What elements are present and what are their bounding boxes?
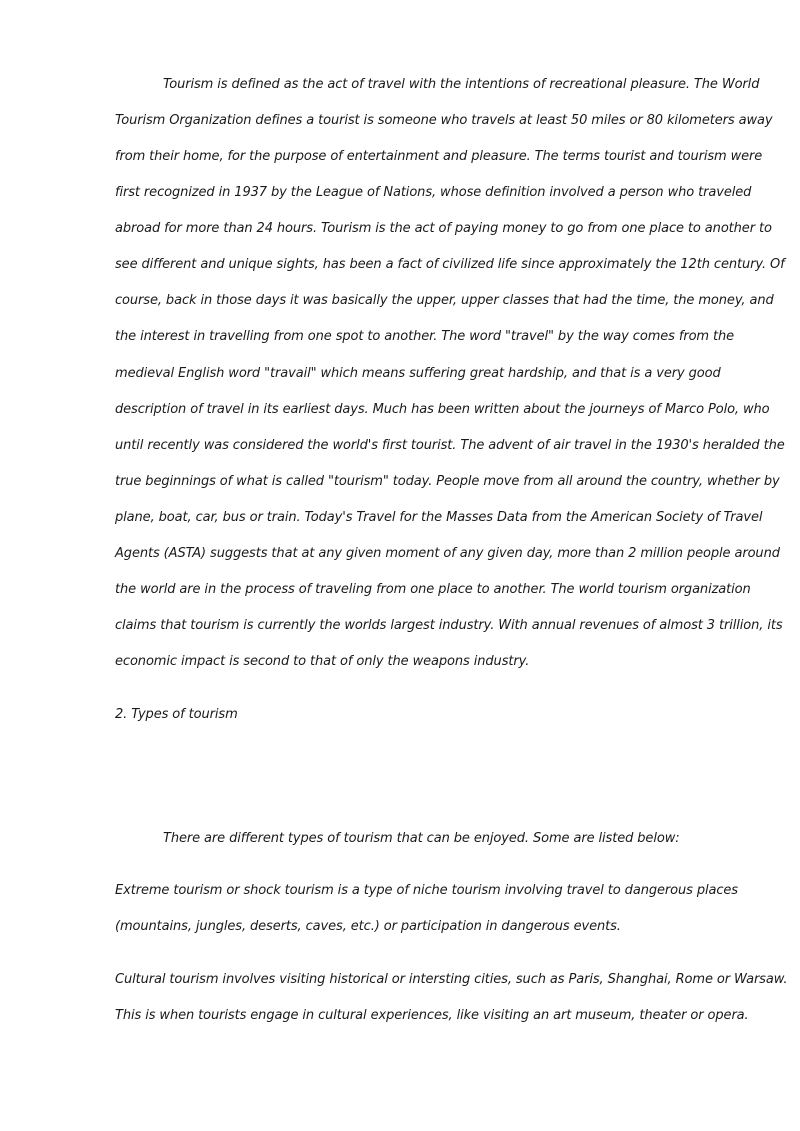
paragraph-line: abroad for more than 24 hours. Tourism is the act of paying money to go from one place to another to — [115, 221, 772, 236]
paragraph-line: the interest in travelling from one spot to another. The word "travel" by the way comes from the — [115, 329, 735, 344]
paragraph-line: from their home, for the purpose of entertainment and pleasure. The terms tourist and tourism were — [115, 149, 763, 164]
paragraph-line: course, back in those days it was basically the upper, upper classes that had the time, the money, and — [115, 293, 774, 308]
paragraph-line: Tourism Organization defines a tourist is someone who travels at least 50 miles or 80 kilometers away — [115, 113, 773, 128]
cultural-tourism-line: This is when tourists engage in cultural experiences, like visiting an art museum, theater or opera. — [115, 1008, 749, 1023]
cultural-tourism-line: Cultural tourism involves visiting historical or intersting cities, such as Paris, Shanghai, Rome or Warsaw. — [115, 972, 788, 987]
paragraph-line: until recently was considered the world's first tourist. The advent of air travel in the 1930's heralded the — [115, 438, 785, 453]
paragraph-line: economic impact is second to that of only the weapons industry. — [115, 654, 530, 669]
extreme-tourism-line: Extreme tourism or shock tourism is a type of niche tourism involving travel to dangerous places — [115, 883, 738, 898]
extreme-tourism-line: (mountains, jungles, deserts, caves, etc.) or participation in dangerous events. — [115, 919, 621, 934]
paragraph-line: claims that tourism is currently the worlds largest industry. With annual revenues of almost 3 trillion, its — [115, 618, 783, 633]
paragraph-line: true beginnings of what is called "tourism" today. People move from all around the country, whether by — [115, 474, 780, 489]
paragraph-line: medieval English word "travail" which means suffering great hardship, and that is a very good — [115, 366, 721, 381]
paragraph-line: plane, boat, car, bus or train. Today's Travel for the Masses Data from the American Society of Travel — [115, 510, 763, 525]
intro-line: There are different types of tourism that can be enjoyed. Some are listed below: — [163, 831, 680, 846]
section-heading: 2. Types of tourism — [115, 707, 238, 722]
paragraph-line: first recognized in 1937 by the League of Nations, whose definition involved a person who traveled — [115, 185, 752, 200]
paragraph-line: see different and unique sights, has been a fact of civilized life since approximately the 12th century. Of — [115, 257, 785, 272]
paragraph-line: Tourism is defined as the act of travel with the intentions of recreational pleasure. The World — [163, 77, 760, 92]
paragraph-line: the world are in the process of traveling from one place to another. The world tourism organization — [115, 582, 751, 597]
paragraph-line: description of travel in its earliest days. Much has been written about the journeys of Marco Polo, who — [115, 402, 770, 417]
paragraph-line: Agents (ASTA) suggests that at any given moment of any given day, more than 2 million people around — [115, 546, 780, 561]
